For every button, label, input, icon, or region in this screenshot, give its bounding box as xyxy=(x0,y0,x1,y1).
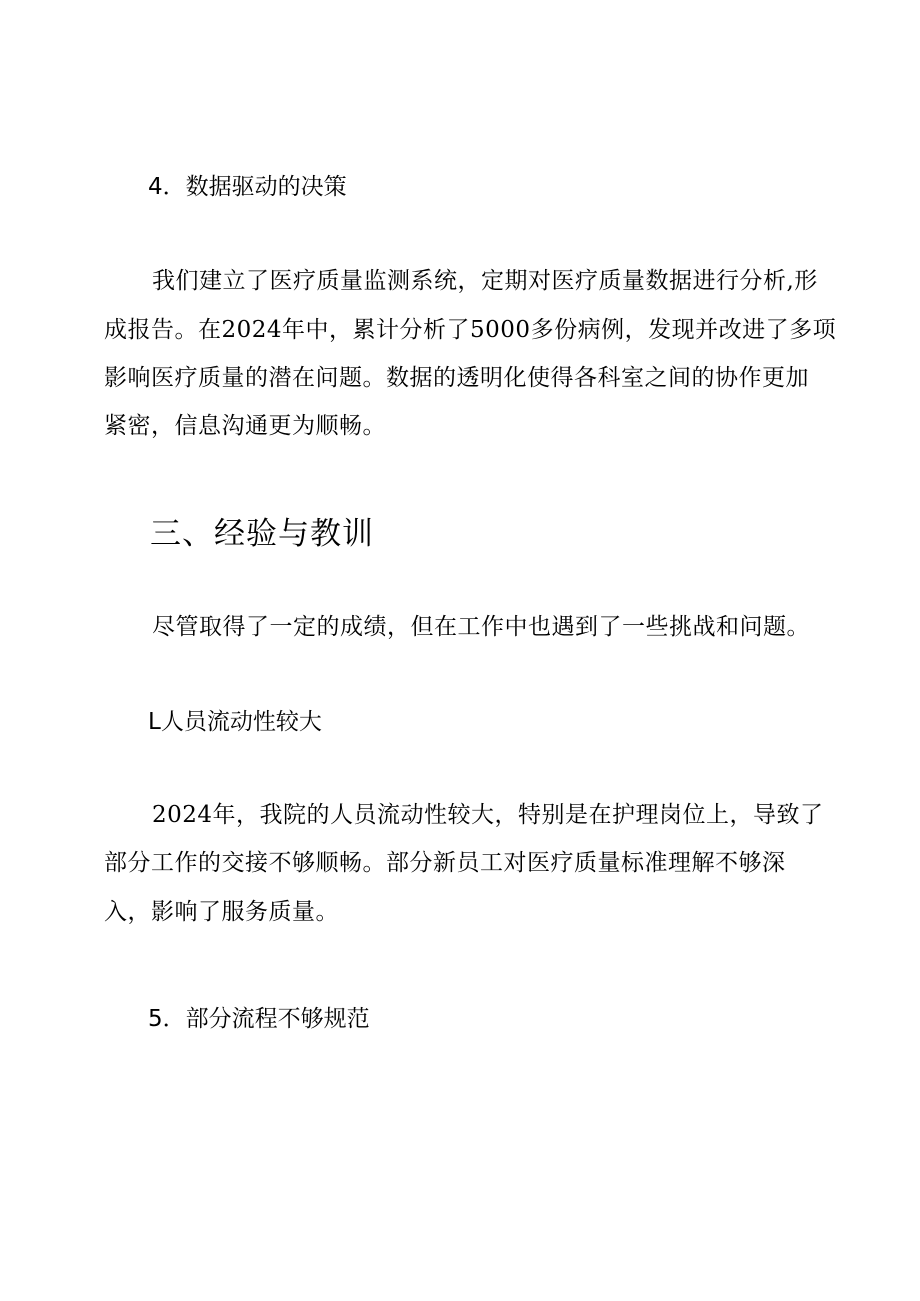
paragraph-line: 入，影响了服务质量。 xyxy=(104,899,339,925)
paragraph-line: 2024年，我院的人员流动性较大，特别是在护理岗位上，导致了 xyxy=(152,802,824,828)
paragraph-line: 我们建立了医疗质量监测系统，定期对医疗质量数据进行分析,形 xyxy=(152,268,818,294)
section-title-lessons: 三、经验与教训 xyxy=(150,516,374,552)
subheading-process-standardization: 5．部分流程不够规范 xyxy=(148,1006,370,1032)
paragraph-line: 紧密，信息沟通更为顺畅。 xyxy=(104,413,386,439)
paragraph-line: 部分工作的交接不够顺畅。部分新员工对医疗质量标准理解不够深 xyxy=(104,850,786,876)
paragraph-line: 成报告。在2024年中，累计分析了5000多份病例，发现并改进了多项 xyxy=(104,317,837,343)
subheading-data-driven-decisions: 4．数据驱动的决策 xyxy=(148,174,347,200)
subheading-staff-turnover: L人员流动性较大 xyxy=(148,709,322,735)
paragraph-intro-challenges: 尽管取得了一定的成绩，但在工作中也遇到了一些挑战和问题。 xyxy=(152,614,810,640)
paragraph-line: 影响医疗质量的潜在问题。数据的透明化使得各科室之间的协作更加 xyxy=(104,365,809,391)
